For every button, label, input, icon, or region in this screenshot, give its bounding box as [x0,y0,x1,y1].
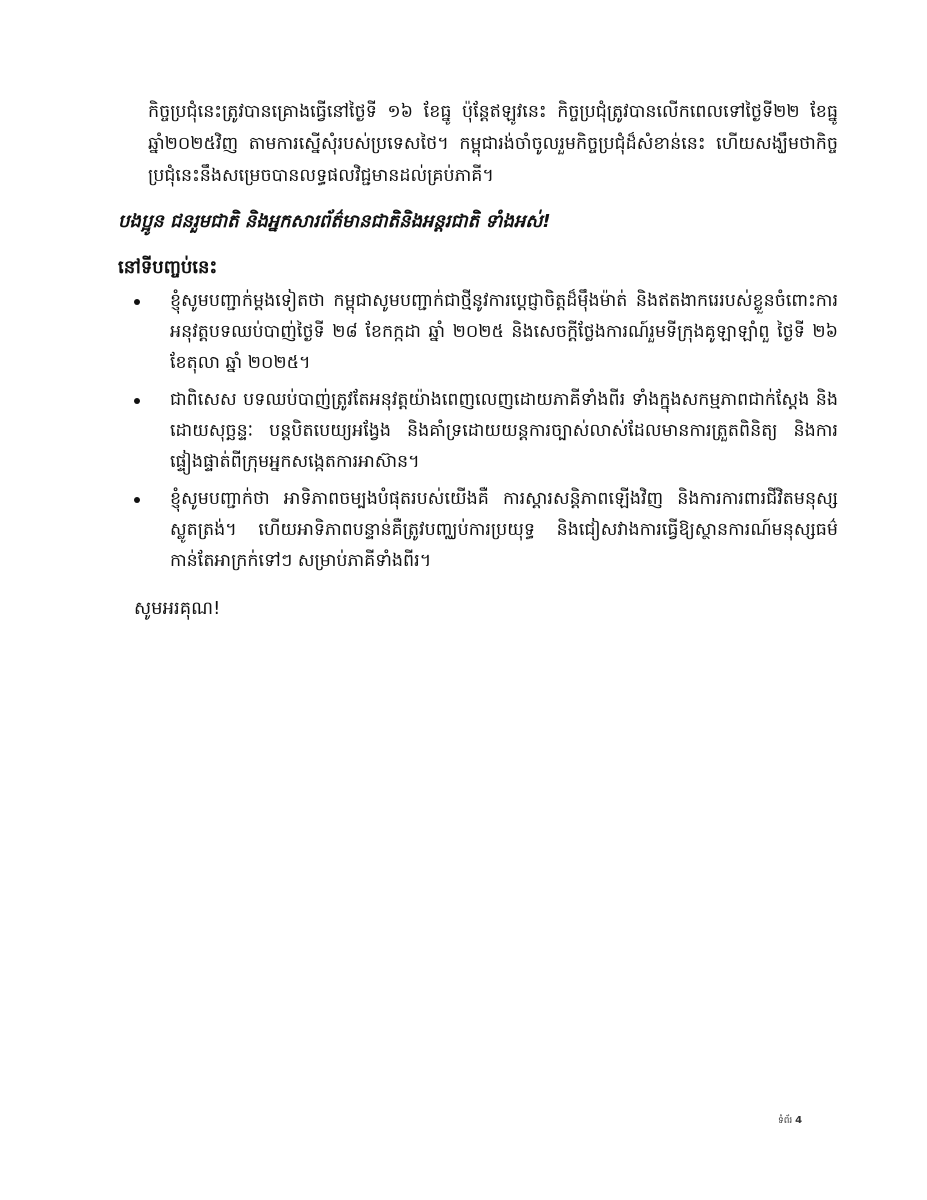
salutation: បងប្អូន ជនរួមជាតិ និងអ្នកសារព័ត៌មានជាតិនិងអន្តរជាតិ ទាំងអស់! [118,211,551,232]
conclusion-heading: នៅទីបញ្ចប់នេះ [118,257,218,278]
bullet-list [118,286,838,583]
page-number-value: 4 [795,1115,803,1126]
list-item [118,385,838,478]
bullet-icon [134,299,140,305]
list-item [118,484,838,577]
bullet-icon [134,398,140,404]
intro-paragraph: កិច្ចប្រជុំនេះត្រូវបានគ្រោងធ្វើនៅថ្ងៃទី ១៦ ខែធ្នូ ប៉ុន្តែឥឡូវនេះ កិច្ចប្រជុំត្រូវបានលើកពេលទៅថ្ងៃទី២២ ខែធ្នូ ឆ្នាំ២០២៥វិញ តាមការស្នើសុំរបស់ប្រទេសថៃ។ កម្ពុជារង់ចាំចូលរួមកិច្ចប្រជុំដ៏សំខាន់នេះ ហើយសង្ឃឹមថាកិច្ចប្រជុំនេះនឹងសម្រេចបានលទ្ធផលវិជ្ជមានដល់គ្រប់ភាគី។ [148,102,838,186]
bullet-icon [134,497,140,503]
bullet-text: ខ្ញុំសូមបញ្ជាក់ម្តងទៀតថា កម្ពុជាសូមបញ្ជាក់ជាថ្មីនូវការប្តេជ្ញាចិត្តដ៏មុឹងម៉ាត់ និងឥតងាករេរបស់ខ្លួនចំពោះការអនុវត្តបទឈប់បាញ់ថ្ងៃទី ២៨ ខែកក្កដា ឆ្នាំ ២០២៥ និងសេចក្តីថ្លែងការណ៍រួមទីក្រុងគូឡាឡាំពួ ថ្ងៃទី ២៦ ខែតុលា ឆ្នាំ ២០២៥។ [170,291,838,373]
closing-text: សូមអរគុណ! [134,598,221,619]
page-number [778,1115,802,1127]
bullet-text: ខ្ញុំសូមបញ្ជាក់ថា អាទិភាពចម្បងបំផុតរបស់យើងគឺ ការស្តារសន្តិភាពឡើងវិញ និងការការពារជីវិតមនុស្សស្លូតត្រង់។ ហើយអាទិភាពបន្ទាន់គឺត្រូវបញ្ឈប់ការប្រយុទ្ធ និងជៀសវាងការធ្វើឱ្យស្ថានការណ៍មនុស្សធម៌កាន់តែអាក្រក់ទៅៗ សម្រាប់ភាគីទាំងពីរ។ [170,489,838,571]
page-label: ទំព័រ [778,1116,793,1126]
bullet-text: ជាពិសេស បទឈប់បាញ់ត្រូវតែអនុវត្តយ៉ាងពេញលេញដោយភាគីទាំងពីរ ទាំងក្នុងសកម្មភាពជាក់ស្តែង និងដោយសុច្ឆន្ទៈ បន្តបិតបេយ្យអង្វែង និងគាំទ្រដោយយន្តការច្បាស់លាស់ដែលមានការត្រួតពិនិត្យ និងការផ្ទៀងផ្ទាត់ពីក្រុមអ្នកសង្កេតការអាស៊ាន។ [170,390,838,472]
list-item [118,286,838,379]
